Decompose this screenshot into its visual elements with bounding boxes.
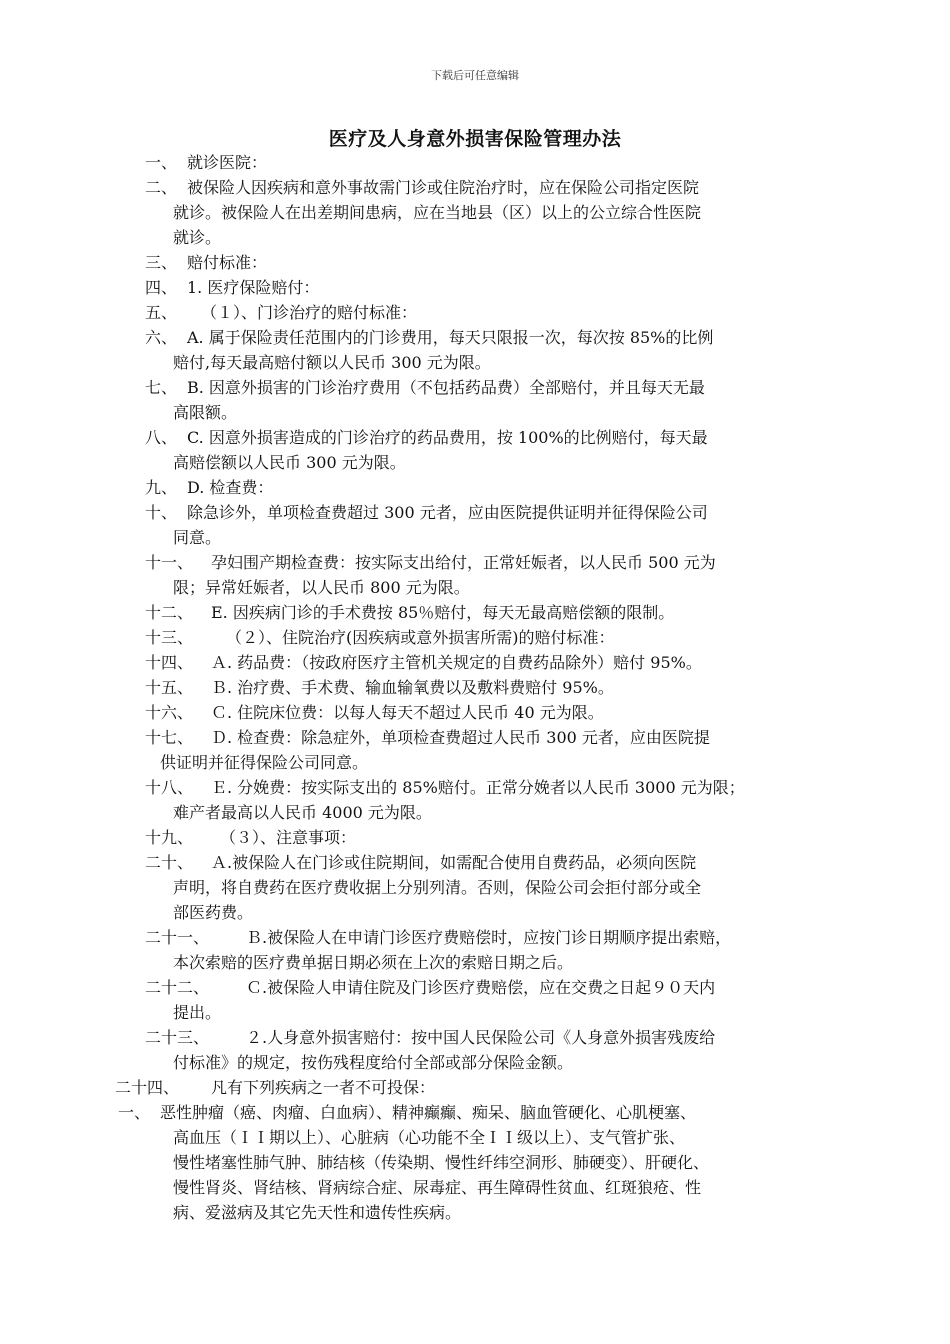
paragraph-line: Ｂ.被保险人在申请门诊医疗费赔偿时，应按门诊日期顺序提出索赔， — [246, 928, 732, 947]
paragraph-line: 限；异常妊娠者，以人民币 800 元为限。 — [173, 578, 470, 597]
paragraph — [0, 775, 950, 825]
paragraph-line: 被保险人因疾病和意外事故需门诊或住院治疗时，应在保险公司指定医院 — [187, 178, 700, 197]
paragraph-line: Ｃ. 住院床位费：以每人每天不超过人民币 40 元为限。 — [211, 703, 604, 722]
paragraph-line: E. 因疾病门诊的手术费按 85％赔付，每天无最高赔偿额的限制。 — [211, 603, 675, 622]
paragraph-line: 部医药费。 — [173, 903, 254, 922]
header-note: 下载后可任意编辑 — [431, 69, 519, 82]
paragraph-line: C. 因意外损害造成的门诊治疗的药品费用，按 100%的比例赔付，每天最 — [187, 428, 708, 447]
paragraph — [0, 650, 950, 675]
paragraph — [0, 825, 950, 850]
paragraph-line: Ｅ. 分娩费：按实际支出的 85%赔付。正常分娩者以人民币 3000 元为限； — [211, 778, 745, 797]
paragraph — [0, 675, 950, 700]
paragraph-number: 三、 — [145, 253, 178, 272]
paragraph — [0, 1075, 950, 1100]
paragraph-line: 供证明并征得保险公司同意。 — [160, 753, 369, 772]
paragraph-number: 六、 — [145, 328, 178, 347]
paragraph — [0, 625, 950, 650]
paragraph-number: 八、 — [145, 428, 178, 447]
paragraph-line: Ｂ. 治疗费、手术费、输血输氧费以及敷料费赔付 95%。 — [211, 678, 614, 697]
paragraph-line: 声明，将自费药在医疗费收据上分别列清。否则，保险公司会拒付部分或全 — [173, 878, 702, 897]
paragraph-line: B. 因意外损害的门诊治疗费用（不包括药品费）全部赔付，并且每天无最 — [187, 378, 705, 397]
paragraph-line: 付标准》的规定，按伤残程度给付全部或部分保险金额。 — [173, 1053, 574, 1072]
paragraph-line: 同意。 — [173, 528, 222, 547]
paragraph — [0, 500, 950, 550]
paragraph-number: 五、 — [145, 303, 178, 322]
paragraph-line: 赔付标准： — [187, 253, 268, 272]
paragraph-number: 十九、 — [145, 828, 194, 847]
paragraph — [0, 150, 950, 175]
paragraph-number: 二十、 — [145, 853, 194, 872]
paragraph-number: 四、 — [145, 278, 178, 297]
paragraph — [0, 375, 950, 425]
paragraph-line: 高赔偿额以人民币 300 元为限。 — [173, 453, 406, 472]
paragraph — [0, 275, 950, 300]
paragraph-line: 慢性肾炎、肾结核、肾病综合症、尿毒症、再生障碍性贫血、红斑狼疮、性 — [173, 1178, 702, 1197]
paragraph-number: 十五、 — [145, 678, 194, 697]
paragraph-number: 十一、 — [145, 553, 194, 572]
paragraph — [0, 250, 950, 275]
paragraph-number: 十、 — [145, 503, 178, 522]
paragraph-number: 十二、 — [145, 603, 194, 622]
paragraph-line: 孕妇围产期检查费：按实际支出给付，正常妊娠者，以人民币 500 元为 — [211, 553, 716, 572]
paragraph-number: 十四、 — [145, 653, 194, 672]
paragraph-line: Ｃ.被保险人申请住院及门诊医疗费赔偿，应在交费之日起９０天内 — [246, 978, 716, 997]
paragraph — [0, 925, 950, 975]
paragraph-line: 除急诊外，单项检查费超过 300 元者，应由医院提供证明并征得保险公司 — [187, 503, 708, 522]
paragraph-line: （２）、住院治疗(因疾病或意外损害所需)的赔付标准： — [226, 628, 615, 647]
paragraph-number: 二十三、 — [145, 1028, 210, 1047]
paragraph-line: 1. 医疗保险赔付： — [187, 278, 320, 297]
paragraph — [0, 700, 950, 725]
paragraph-number: 一、 — [118, 1103, 151, 1122]
paragraph-line: A. 属于保险责任范围内的门诊费用，每天只限报一次，每次按 85%的比例 — [187, 328, 714, 347]
paragraph-line: ２.人身意外损害赔付：按中国人民保险公司《人身意外损害残废给 — [246, 1028, 716, 1047]
paragraph — [0, 550, 950, 600]
paragraph-line: 高限额。 — [173, 403, 238, 422]
paragraph-line: （３）、注意事项： — [220, 828, 357, 847]
paragraph — [0, 1025, 950, 1075]
paragraph-line: Ａ.被保险人在门诊或住院期间，如需配合使用自费药品，必须向医院 — [211, 853, 697, 872]
paragraph — [0, 850, 950, 925]
paragraph-line: 就诊。被保险人在出差期间患病，应在当地县（区）以上的公立综合性医院 — [173, 203, 702, 222]
paragraph-number: 二十四、 — [115, 1078, 180, 1097]
paragraph-number: 二、 — [145, 178, 178, 197]
paragraph — [0, 425, 950, 475]
paragraph-number: 十八、 — [145, 778, 194, 797]
paragraph — [0, 175, 950, 250]
paragraph-line: 高血压（ＩＩ期以上）、心脏病（心功能不全ＩＩ级以上）、支气管扩张、 — [173, 1128, 686, 1147]
paragraph-line: （１）、门诊治疗的赔付标准： — [201, 303, 418, 322]
paragraph-number: 七、 — [145, 378, 178, 397]
paragraph — [0, 300, 950, 325]
paragraph-number: 十七、 — [145, 728, 194, 747]
paragraph-line: 慢性堵塞性肺气肿、肺结核（传染期、慢性纤纬空洞形、肺硬变）、肝硬化、 — [173, 1153, 710, 1172]
paragraph — [0, 325, 950, 375]
paragraph-line: 病、爱滋病及其它先天性和遗传性疾病。 — [173, 1203, 462, 1222]
paragraph-number: 九、 — [145, 478, 178, 497]
paragraph-number: 十六、 — [145, 703, 194, 722]
paragraph — [0, 975, 950, 1025]
paragraph-line: D. 检查费： — [187, 478, 274, 497]
paragraph-number: 二十一、 — [145, 928, 210, 947]
paragraph-number: 二十二、 — [145, 978, 210, 997]
paragraph-line: 赔付,每天最高赔付额以人民币 300 元为限。 — [173, 353, 491, 372]
document-title: 医疗及人身意外损害保险管理办法 — [328, 128, 622, 150]
document-body — [0, 150, 950, 1225]
paragraph-line: 难产者最高以人民币 4000 元为限。 — [173, 803, 432, 822]
paragraph-number: 十三、 — [145, 628, 194, 647]
paragraph-line: 就诊医院： — [187, 153, 268, 172]
paragraph-line: 就诊。 — [173, 228, 222, 247]
paragraph-line: Ｄ. 检查费：除急症外，单项检查费超过人民币 300 元者，应由医院提 — [211, 728, 710, 747]
paragraph-line: Ａ. 药品费：（按政府医疗主管机关规定的自费药品除外）赔付 95%。 — [211, 653, 702, 672]
paragraph-line: 提出。 — [173, 1003, 222, 1022]
paragraph-number: 一、 — [145, 153, 178, 172]
paragraph-line: 本次索赔的医疗费单据日期必须在上次的索赔日期之后。 — [173, 953, 574, 972]
paragraph — [0, 725, 950, 775]
paragraph-line: 凡有下列疾病之一者不可投保： — [211, 1078, 436, 1097]
paragraph — [0, 1100, 950, 1225]
paragraph — [0, 475, 950, 500]
paragraph — [0, 600, 950, 625]
paragraph-line: 恶性肿瘤（癌、肉瘤、白血病）、精神癫癫、痴呆、脑血管硬化、心肌梗塞、 — [160, 1103, 697, 1122]
